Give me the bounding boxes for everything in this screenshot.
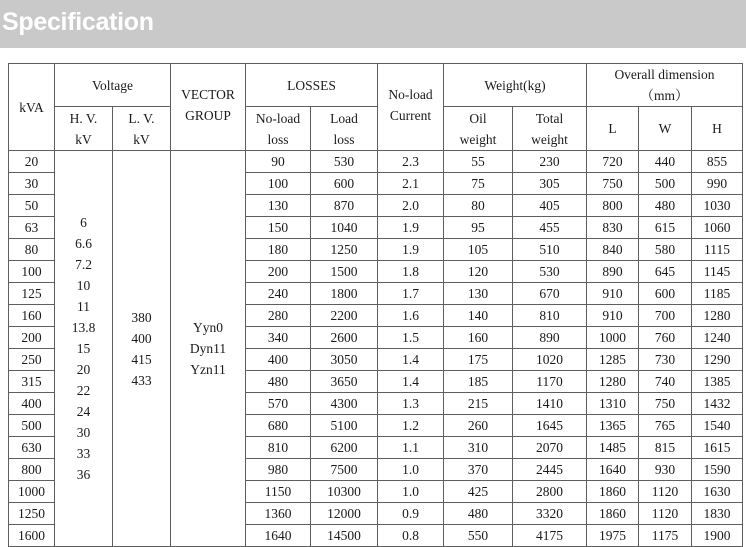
dim-w-cell: 500 bbox=[639, 173, 692, 195]
dim-h-cell: 1385 bbox=[692, 371, 743, 393]
total-weight-cell: 1170 bbox=[513, 371, 587, 393]
kva-cell: 160 bbox=[9, 305, 55, 327]
total-weight-cell: 2445 bbox=[513, 459, 587, 481]
dim-l-cell: 910 bbox=[587, 305, 639, 327]
total-weight-cell: 455 bbox=[513, 217, 587, 239]
kva-cell: 30 bbox=[9, 173, 55, 195]
no-load-current-cell: 1.8 bbox=[378, 261, 444, 283]
dim-w-cell: 580 bbox=[639, 239, 692, 261]
dim-l-cell: 840 bbox=[587, 239, 639, 261]
dim-h-cell: 1060 bbox=[692, 217, 743, 239]
no-load-loss-cell: 810 bbox=[246, 437, 311, 459]
oil-weight-cell: 160 bbox=[444, 327, 513, 349]
dim-l-cell: 1285 bbox=[587, 349, 639, 371]
dim-h-cell: 1432 bbox=[692, 393, 743, 415]
no-load-current-cell: 1.9 bbox=[378, 239, 444, 261]
oil-weight-cell: 425 bbox=[444, 481, 513, 503]
oil-weight-cell: 185 bbox=[444, 371, 513, 393]
oil-weight-cell: 140 bbox=[444, 305, 513, 327]
oil-weight-cell: 370 bbox=[444, 459, 513, 481]
dim-h-cell: 1900 bbox=[692, 525, 743, 547]
oil-weight-cell: 310 bbox=[444, 437, 513, 459]
total-weight-cell: 1410 bbox=[513, 393, 587, 415]
dim-h-cell: 1240 bbox=[692, 327, 743, 349]
dim-l-cell: 1365 bbox=[587, 415, 639, 437]
total-weight-cell: 810 bbox=[513, 305, 587, 327]
total-weight-cell: 3320 bbox=[513, 503, 587, 525]
total-weight-cell: 2800 bbox=[513, 481, 587, 503]
total-weight-cell: 2070 bbox=[513, 437, 587, 459]
vector-group-values-cell: Yyn0 Dyn11 Yzn11 bbox=[171, 151, 246, 547]
dim-h-cell: 1615 bbox=[692, 437, 743, 459]
header-kva: kVA bbox=[9, 64, 55, 151]
header-no-load-current: No-load Current bbox=[378, 64, 444, 151]
dim-h-cell: 1280 bbox=[692, 305, 743, 327]
kva-cell: 20 bbox=[9, 151, 55, 173]
header-row-2 bbox=[9, 107, 743, 151]
oil-weight-cell: 120 bbox=[444, 261, 513, 283]
dim-l-cell: 800 bbox=[587, 195, 639, 217]
kva-cell: 800 bbox=[9, 459, 55, 481]
dim-l-cell: 1860 bbox=[587, 503, 639, 525]
total-weight-cell: 230 bbox=[513, 151, 587, 173]
dim-l-cell: 1485 bbox=[587, 437, 639, 459]
oil-weight-cell: 175 bbox=[444, 349, 513, 371]
header-weight: Weight(kg) bbox=[444, 64, 587, 107]
load-loss-cell: 600 bbox=[311, 173, 378, 195]
dim-w-cell: 645 bbox=[639, 261, 692, 283]
dim-h-cell: 1145 bbox=[692, 261, 743, 283]
kva-cell: 63 bbox=[9, 217, 55, 239]
no-load-loss-cell: 480 bbox=[246, 371, 311, 393]
load-loss-cell: 3050 bbox=[311, 349, 378, 371]
dim-h-cell: 1290 bbox=[692, 349, 743, 371]
oil-weight-cell: 105 bbox=[444, 239, 513, 261]
no-load-current-cell: 1.4 bbox=[378, 371, 444, 393]
load-loss-cell: 3650 bbox=[311, 371, 378, 393]
dim-h-cell: 1185 bbox=[692, 283, 743, 305]
no-load-current-cell: 1.6 bbox=[378, 305, 444, 327]
dim-w-cell: 740 bbox=[639, 371, 692, 393]
dim-w-cell: 480 bbox=[639, 195, 692, 217]
load-loss-cell: 1500 bbox=[311, 261, 378, 283]
header-vector-group: VECTOR GROUP bbox=[171, 64, 246, 151]
kva-cell: 80 bbox=[9, 239, 55, 261]
dim-w-cell: 615 bbox=[639, 217, 692, 239]
header-overall-dimension: Overall dimension （mm） bbox=[587, 64, 743, 107]
no-load-loss-cell: 180 bbox=[246, 239, 311, 261]
no-load-loss-cell: 90 bbox=[246, 151, 311, 173]
dim-w-cell: 600 bbox=[639, 283, 692, 305]
no-load-loss-cell: 340 bbox=[246, 327, 311, 349]
oil-weight-cell: 80 bbox=[444, 195, 513, 217]
header-banner bbox=[0, 0, 746, 48]
kva-cell: 500 bbox=[9, 415, 55, 437]
header-lv: L. V. kV bbox=[113, 107, 171, 151]
dim-l-cell: 910 bbox=[587, 283, 639, 305]
oil-weight-cell: 75 bbox=[444, 173, 513, 195]
dim-h-cell: 1630 bbox=[692, 481, 743, 503]
load-loss-cell: 7500 bbox=[311, 459, 378, 481]
table-row bbox=[9, 151, 743, 173]
header-hv: H. V. kV bbox=[55, 107, 113, 151]
oil-weight-cell: 130 bbox=[444, 283, 513, 305]
no-load-current-cell: 1.4 bbox=[378, 349, 444, 371]
dim-l-cell: 1975 bbox=[587, 525, 639, 547]
header-voltage: Voltage bbox=[55, 64, 171, 107]
dim-w-cell: 1175 bbox=[639, 525, 692, 547]
dim-h-cell: 1590 bbox=[692, 459, 743, 481]
total-weight-cell: 530 bbox=[513, 261, 587, 283]
header-oil-weight: Oil weight bbox=[444, 107, 513, 151]
kva-cell: 630 bbox=[9, 437, 55, 459]
dim-h-cell: 1540 bbox=[692, 415, 743, 437]
header-dim-h: H bbox=[692, 107, 743, 151]
dim-l-cell: 750 bbox=[587, 173, 639, 195]
no-load-loss-cell: 1360 bbox=[246, 503, 311, 525]
load-loss-cell: 4300 bbox=[311, 393, 378, 415]
dim-h-cell: 1030 bbox=[692, 195, 743, 217]
dim-l-cell: 1860 bbox=[587, 481, 639, 503]
no-load-current-cell: 2.0 bbox=[378, 195, 444, 217]
total-weight-cell: 4175 bbox=[513, 525, 587, 547]
oil-weight-cell: 55 bbox=[444, 151, 513, 173]
load-loss-cell: 530 bbox=[311, 151, 378, 173]
dim-l-cell: 1310 bbox=[587, 393, 639, 415]
header-no-load-loss: No-load loss bbox=[246, 107, 311, 151]
no-load-current-cell: 1.3 bbox=[378, 393, 444, 415]
oil-weight-cell: 260 bbox=[444, 415, 513, 437]
oil-weight-cell: 95 bbox=[444, 217, 513, 239]
no-load-loss-cell: 570 bbox=[246, 393, 311, 415]
total-weight-cell: 890 bbox=[513, 327, 587, 349]
specification-table bbox=[8, 63, 743, 547]
load-loss-cell: 1040 bbox=[311, 217, 378, 239]
no-load-current-cell: 0.9 bbox=[378, 503, 444, 525]
no-load-loss-cell: 240 bbox=[246, 283, 311, 305]
dim-h-cell: 855 bbox=[692, 151, 743, 173]
header-losses: LOSSES bbox=[246, 64, 378, 107]
dim-w-cell: 930 bbox=[639, 459, 692, 481]
load-loss-cell: 6200 bbox=[311, 437, 378, 459]
kva-cell: 1000 bbox=[9, 481, 55, 503]
kva-cell: 315 bbox=[9, 371, 55, 393]
dim-l-cell: 720 bbox=[587, 151, 639, 173]
load-loss-cell: 14500 bbox=[311, 525, 378, 547]
page-title: Specification bbox=[2, 8, 154, 36]
dim-l-cell: 890 bbox=[587, 261, 639, 283]
load-loss-cell: 2600 bbox=[311, 327, 378, 349]
no-load-loss-cell: 400 bbox=[246, 349, 311, 371]
dim-l-cell: 1000 bbox=[587, 327, 639, 349]
dim-w-cell: 1120 bbox=[639, 503, 692, 525]
dim-w-cell: 730 bbox=[639, 349, 692, 371]
kva-cell: 1600 bbox=[9, 525, 55, 547]
total-weight-cell: 510 bbox=[513, 239, 587, 261]
header-load-loss: Load loss bbox=[311, 107, 378, 151]
dim-w-cell: 765 bbox=[639, 415, 692, 437]
dim-h-cell: 1830 bbox=[692, 503, 743, 525]
total-weight-cell: 1645 bbox=[513, 415, 587, 437]
dim-h-cell: 1115 bbox=[692, 239, 743, 261]
header-row-1 bbox=[9, 64, 743, 107]
load-loss-cell: 1250 bbox=[311, 239, 378, 261]
no-load-loss-cell: 680 bbox=[246, 415, 311, 437]
load-loss-cell: 12000 bbox=[311, 503, 378, 525]
total-weight-cell: 305 bbox=[513, 173, 587, 195]
load-loss-cell: 2200 bbox=[311, 305, 378, 327]
dim-h-cell: 990 bbox=[692, 173, 743, 195]
kva-cell: 400 bbox=[9, 393, 55, 415]
no-load-loss-cell: 150 bbox=[246, 217, 311, 239]
kva-cell: 1250 bbox=[9, 503, 55, 525]
no-load-loss-cell: 200 bbox=[246, 261, 311, 283]
no-load-loss-cell: 1150 bbox=[246, 481, 311, 503]
no-load-current-cell: 1.1 bbox=[378, 437, 444, 459]
dim-l-cell: 1640 bbox=[587, 459, 639, 481]
header-dim-l: L bbox=[587, 107, 639, 151]
no-load-current-cell: 1.7 bbox=[378, 283, 444, 305]
lv-values-cell: 380 400 415 433 bbox=[113, 151, 171, 547]
oil-weight-cell: 480 bbox=[444, 503, 513, 525]
no-load-loss-cell: 280 bbox=[246, 305, 311, 327]
no-load-current-cell: 1.2 bbox=[378, 415, 444, 437]
no-load-current-cell: 1.9 bbox=[378, 217, 444, 239]
total-weight-cell: 405 bbox=[513, 195, 587, 217]
dim-w-cell: 1120 bbox=[639, 481, 692, 503]
kva-cell: 250 bbox=[9, 349, 55, 371]
no-load-current-cell: 1.0 bbox=[378, 481, 444, 503]
oil-weight-cell: 215 bbox=[444, 393, 513, 415]
no-load-loss-cell: 980 bbox=[246, 459, 311, 481]
dim-l-cell: 830 bbox=[587, 217, 639, 239]
no-load-current-cell: 1.0 bbox=[378, 459, 444, 481]
total-weight-cell: 1020 bbox=[513, 349, 587, 371]
total-weight-cell: 670 bbox=[513, 283, 587, 305]
kva-cell: 125 bbox=[9, 283, 55, 305]
dim-w-cell: 760 bbox=[639, 327, 692, 349]
no-load-current-cell: 1.5 bbox=[378, 327, 444, 349]
no-load-current-cell: 2.1 bbox=[378, 173, 444, 195]
kva-cell: 100 bbox=[9, 261, 55, 283]
dim-w-cell: 750 bbox=[639, 393, 692, 415]
load-loss-cell: 1800 bbox=[311, 283, 378, 305]
dim-w-cell: 815 bbox=[639, 437, 692, 459]
no-load-current-cell: 0.8 bbox=[378, 525, 444, 547]
no-load-loss-cell: 130 bbox=[246, 195, 311, 217]
load-loss-cell: 10300 bbox=[311, 481, 378, 503]
header-total-weight: Total weight bbox=[513, 107, 587, 151]
dim-l-cell: 1280 bbox=[587, 371, 639, 393]
kva-cell: 200 bbox=[9, 327, 55, 349]
kva-cell: 50 bbox=[9, 195, 55, 217]
no-load-loss-cell: 1640 bbox=[246, 525, 311, 547]
dim-w-cell: 440 bbox=[639, 151, 692, 173]
oil-weight-cell: 550 bbox=[444, 525, 513, 547]
no-load-current-cell: 2.3 bbox=[378, 151, 444, 173]
load-loss-cell: 870 bbox=[311, 195, 378, 217]
no-load-loss-cell: 100 bbox=[246, 173, 311, 195]
hv-values-cell: 6 6.6 7.2 10 11 13.8 15 20 22 24 30 33 36 bbox=[55, 151, 113, 547]
header-dim-w: W bbox=[639, 107, 692, 151]
dim-w-cell: 700 bbox=[639, 305, 692, 327]
load-loss-cell: 5100 bbox=[311, 415, 378, 437]
